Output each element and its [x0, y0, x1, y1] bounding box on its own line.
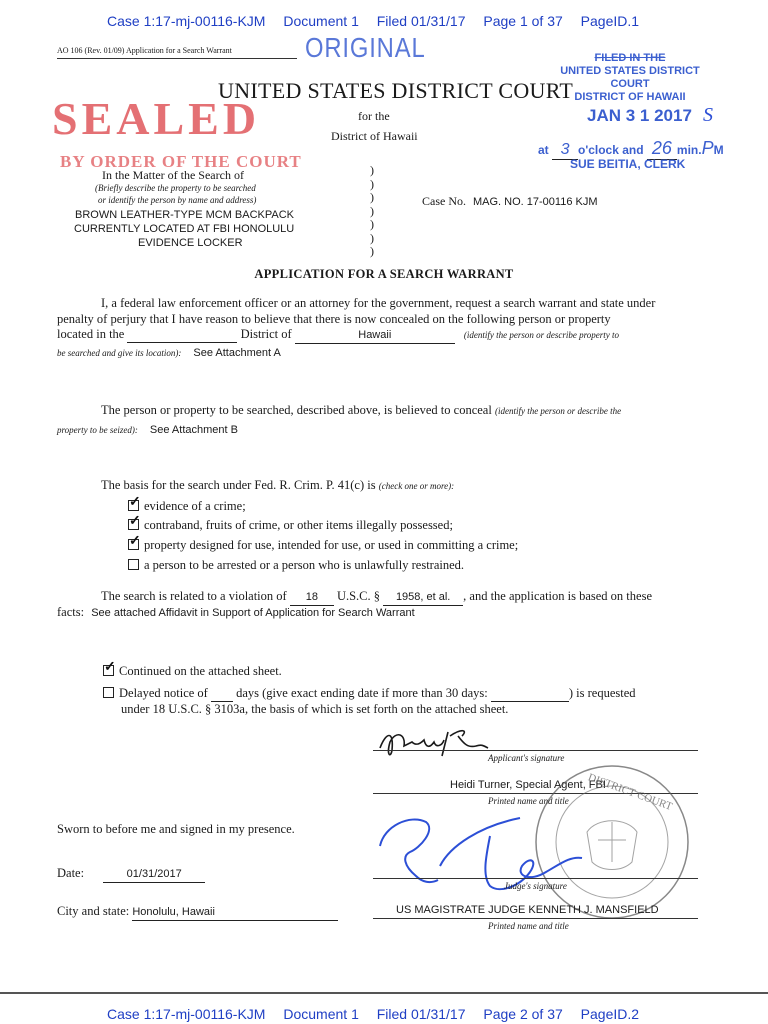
delayed-date-blank	[491, 686, 569, 702]
delayed-label-2: days (give exact ending date if more than 30 days:	[236, 686, 488, 700]
person-checkbox[interactable]	[128, 559, 139, 570]
delayed-line-2: under 18 U.S.C. § 3103a, the basis of which is set forth on the attached sheet.	[121, 702, 509, 716]
document-number-2: Document 1	[283, 1006, 359, 1022]
form-id-rule	[57, 58, 297, 59]
date-row	[57, 866, 205, 883]
case-no-value: MAG. NO. 17-00116 KJM	[473, 196, 598, 208]
filed-date-2: Filed 01/31/17	[376, 1006, 466, 1022]
filed-minutes: 26	[647, 138, 677, 160]
filed-stamp	[540, 52, 720, 104]
basis-option-2	[128, 518, 453, 533]
city-row	[57, 904, 338, 921]
para2-line2	[57, 420, 238, 438]
property-checkbox[interactable]	[128, 539, 139, 550]
violation-line	[101, 589, 652, 606]
basis-option-3	[128, 538, 518, 553]
violation-section: 1958, et al.	[383, 590, 463, 606]
page-id: PageID.1	[580, 13, 640, 29]
matter-heading: In the Matter of the Search of	[102, 168, 244, 182]
matter-line-1: BROWN LEATHER-TYPE MCM BACKPACK	[75, 209, 295, 221]
matter-brackets: ) ) ) ) ) ) )	[370, 163, 374, 258]
matter-line-3: EVIDENCE LOCKER	[138, 237, 243, 249]
violation-title: 18	[290, 590, 334, 606]
located-label: located in the	[57, 327, 125, 341]
filed-line3: DISTRICT OF HAWAII	[574, 91, 686, 103]
sealed-stamp: SEALED	[52, 93, 261, 144]
delayed-label-1: Delayed notice of	[119, 686, 208, 700]
violation-text: The search is related to a violation of	[101, 589, 287, 603]
court-district: District of Hawaii	[331, 129, 418, 143]
para2-line1	[101, 403, 621, 419]
para1-line1: I, a federal law enforcement officer or an attorney for the government, request a search warrant and state under	[101, 296, 656, 310]
matter-line-2: CURRENTLY LOCATED AT FBI HONOLULU	[74, 223, 295, 235]
violation-text2: , and the application is based on these	[463, 589, 652, 603]
sealed-sub: BY ORDER OF THE COURT	[60, 152, 302, 171]
judge-printed-caption: Printed name and title	[488, 921, 569, 931]
filed-min: min.	[676, 143, 702, 157]
svg-text:DISTRICT COURT: DISTRICT COURT	[586, 771, 674, 813]
page-header-bottom	[107, 1006, 653, 1022]
basis-text	[101, 478, 454, 494]
para1-line4	[57, 343, 281, 361]
seized-note: property to be seized):	[57, 425, 138, 435]
page-id-2: PageID.2	[580, 1006, 640, 1022]
filed-initial: S	[703, 104, 713, 126]
basis-label: The basis for the search under Fed. R. Crim. P. 41(c) is	[101, 478, 376, 492]
facts-label: facts:	[57, 605, 85, 619]
facts-line	[57, 605, 415, 621]
date-value: 01/31/2017	[103, 867, 205, 883]
filed-clerk: SUE BEITIA, CLERK	[570, 157, 686, 171]
violation-usc: U.S.C. §	[336, 589, 381, 603]
page-count: Page 1 of 37	[483, 13, 563, 29]
page-count-2: Page 2 of 37	[483, 1006, 563, 1022]
applicant-caption: Applicant's signature	[488, 753, 565, 763]
basis-option-4	[128, 558, 464, 573]
judge-printed-line	[373, 918, 698, 919]
continued-label: Continued on the attached sheet.	[119, 664, 282, 678]
judge-signature-line	[373, 878, 698, 879]
filed-line1: FILED IN THE	[594, 52, 666, 64]
continued-line	[103, 664, 282, 679]
document-title: APPLICATION FOR A SEARCH WARRANT	[254, 267, 514, 281]
delayed-checkbox[interactable]	[103, 687, 114, 698]
contraband-label: contraband, fruits of crime, or other items illegally possessed;	[144, 518, 453, 532]
form-id: AO 106 (Rev. 01/09) Application for a Search Warrant	[57, 46, 232, 55]
contraband-checkbox[interactable]	[128, 519, 139, 530]
city-value: Honolulu, Hawaii	[132, 905, 338, 921]
district-value: Hawaii	[295, 328, 455, 344]
filed-m: M	[713, 143, 724, 157]
filed-date-stamp: JAN 3 1 2017	[587, 106, 692, 125]
attachment-b: See Attachment B	[149, 424, 238, 436]
searched-note: be searched and give its location):	[57, 348, 182, 358]
basis-option-1	[128, 499, 246, 514]
filed-hour: 3	[552, 141, 578, 160]
facts-value: See attached Affidavit in Support of Application for Search Warrant	[91, 607, 415, 619]
basis-check-note: (check one or more):	[378, 481, 455, 491]
filed-oclock: o'clock and	[578, 143, 644, 157]
identify-note: (identify the person or describe property to	[463, 330, 620, 340]
delayed-label-3: ) is requested	[568, 686, 636, 700]
document-number: Document 1	[283, 13, 359, 29]
city-label: City and state:	[57, 904, 130, 918]
page-header-top	[107, 13, 653, 29]
evidence-label: evidence of a crime;	[144, 499, 246, 513]
case-number: Case 1:17-mj-00116-KJM	[107, 13, 266, 29]
judge-caption: Judge's signature	[504, 881, 567, 891]
para2-text: The person or property to be searched, described above, is believed to conceal	[101, 403, 492, 417]
matter-instruction-2: or identify the person by name and address)	[98, 195, 257, 205]
date-label: Date:	[57, 866, 85, 880]
filed-date: Filed 01/31/17	[376, 13, 466, 29]
property-label: property designed for use, intended for use, or used in committing a crime;	[144, 538, 519, 552]
continued-checkbox[interactable]	[103, 665, 114, 676]
sworn-statement: Sworn to before me and signed in my presence.	[57, 822, 295, 836]
matter-instruction-1: (Briefly describe the property to be searched	[95, 183, 256, 193]
located-blank	[127, 327, 237, 343]
delayed-line	[103, 686, 636, 702]
para2-identify: (identify the person or describe the	[494, 406, 622, 416]
delayed-days-blank	[211, 686, 233, 702]
case-no	[422, 194, 598, 209]
filed-pm: P	[701, 138, 714, 158]
case-number-2: Case 1:17-mj-00116-KJM	[107, 1006, 266, 1022]
court-title: UNITED STATES DISTRICT COURT	[218, 78, 574, 103]
applicant-printed-caption: Printed name and title	[488, 796, 569, 806]
district-of-label: District of	[240, 327, 292, 341]
applicant-printed: Heidi Turner, Special Agent, FBI	[450, 779, 606, 791]
judge-printed: US MAGISTRATE JUDGE KENNETH J. MANSFIELD	[396, 904, 659, 916]
evidence-checkbox[interactable]	[128, 500, 139, 511]
attachment-a: See Attachment A	[193, 347, 281, 359]
filed-at: at	[538, 143, 549, 157]
page-divider	[0, 992, 768, 994]
case-no-label: Case No.	[422, 194, 466, 208]
court-for: for the	[358, 109, 390, 123]
original-stamp: ORIGINAL	[305, 32, 426, 63]
person-label: a person to be arrested or a person who is unlawfully restrained.	[144, 558, 465, 572]
applicant-signature-line	[373, 750, 698, 751]
para1-line3	[57, 327, 619, 344]
para1-line2: penalty of perjury that I have reason to believe that there is now concealed on the following person or property	[57, 312, 611, 326]
filed-line2: UNITED STATES DISTRICT COURT	[560, 65, 700, 90]
